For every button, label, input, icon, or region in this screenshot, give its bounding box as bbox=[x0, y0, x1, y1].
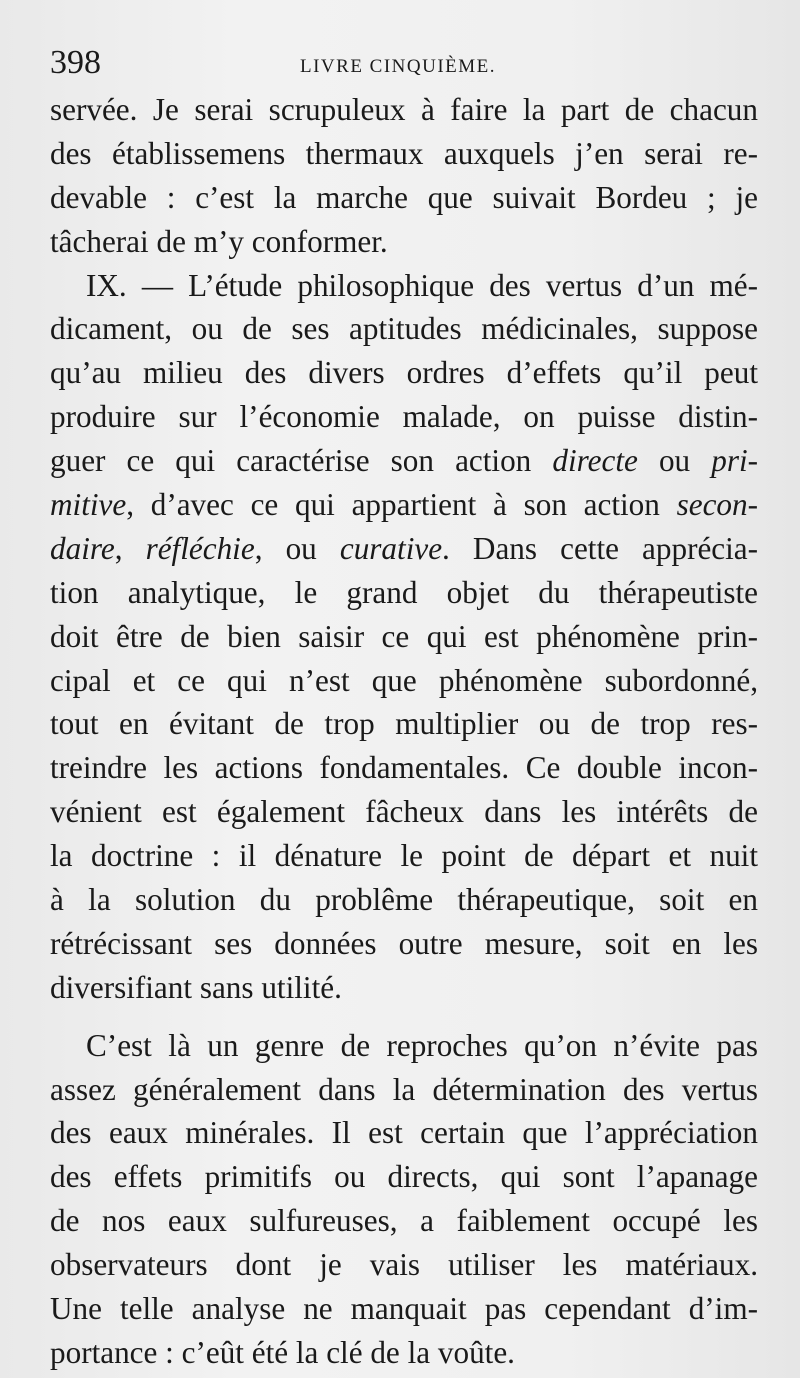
text-line: dicament, ou de ses aptitudes médicinales, suppose bbox=[50, 311, 758, 347]
text-line bbox=[50, 439, 758, 483]
text-line: C’est là un genre de reproches qu’on n’évite pas bbox=[86, 1027, 758, 1063]
italic-term: curative bbox=[339, 530, 443, 566]
page-number: 398 bbox=[50, 44, 101, 81]
text-line: IX. — L’étude philosophique des vertus d’un mé- bbox=[86, 267, 758, 303]
text-line: tâcherai de m’y conformer. bbox=[50, 223, 388, 259]
body-text bbox=[50, 88, 758, 1375]
text-run: ou bbox=[658, 443, 691, 479]
text-run: , d’avec ce qui appartient à son action bbox=[126, 487, 660, 523]
text-line: observateurs dont je vais utiliser les matériaux. bbox=[50, 1247, 758, 1283]
text-run: guer ce qui caractérise son action bbox=[50, 443, 532, 479]
italic-term: secon- bbox=[676, 487, 759, 523]
text-line: à la solution du problême thérapeutique, soit en bbox=[50, 882, 758, 918]
text-line: servée. Je serai scrupuleux à faire la part de chacun bbox=[50, 92, 758, 127]
text-line: devable : c’est la marche que suivait Bordeu ; je bbox=[50, 179, 758, 215]
text-line bbox=[50, 527, 758, 571]
running-head: LIVRE CINQUIÈME. bbox=[300, 56, 497, 77]
text-line: rétrécissant ses données outre mesure, soit en les bbox=[50, 925, 758, 961]
italic-term: daire bbox=[50, 530, 115, 566]
text-line: des effets primitifs ou directs, qui sont l’apanage bbox=[50, 1159, 758, 1195]
text-line: la doctrine : il dénature le point de départ et nuit bbox=[50, 838, 758, 874]
page-header bbox=[50, 44, 765, 84]
paragraph-gap bbox=[50, 1010, 758, 1024]
text-line: cipal et ce qui n’est que phénomène subordonné, bbox=[50, 662, 758, 698]
text-line: assez généralement dans la détermination des vertus bbox=[50, 1071, 758, 1107]
text-run: . Dans cette apprécia- bbox=[442, 530, 759, 566]
italic-term: directe bbox=[552, 443, 638, 479]
text-run: , ou bbox=[254, 530, 317, 566]
text-line: produire sur l’économie malade, on puisse distin- bbox=[50, 399, 758, 435]
italic-term: pri- bbox=[711, 443, 759, 479]
text-line: des eaux minérales. Il est certain que l’appréciation bbox=[50, 1115, 758, 1151]
text-line: qu’au milieu des divers ordres d’effets qu’il peut bbox=[50, 355, 758, 391]
text-line: de nos eaux sulfureuses, a faiblement occupé les bbox=[50, 1203, 758, 1239]
text-line: diversifiant sans utilité. bbox=[50, 969, 342, 1005]
text-run: , bbox=[114, 530, 123, 566]
text-line bbox=[50, 483, 758, 527]
text-line: doit être de bien saisir ce qui est phénomène prin- bbox=[50, 618, 758, 654]
text-line: tion analytique, le grand objet du thérapeutiste bbox=[50, 574, 758, 610]
italic-term: réfléchie bbox=[145, 530, 255, 566]
italic-term: mitive bbox=[50, 487, 127, 523]
text-line: des établissemens thermaux auxquels j’en serai re- bbox=[50, 135, 758, 171]
text-line: vénient est également fâcheux dans les intérêts de bbox=[50, 794, 758, 830]
text-line: portance : c’eût été la clé de la voûte. bbox=[50, 1334, 515, 1370]
text-line: treindre les actions fondamentales. Ce double incon- bbox=[50, 750, 758, 786]
text-line: tout en évitant de trop multiplier ou de trop res- bbox=[50, 706, 758, 742]
text-line: Une telle analyse ne manquait pas cependant d’im- bbox=[50, 1291, 758, 1327]
